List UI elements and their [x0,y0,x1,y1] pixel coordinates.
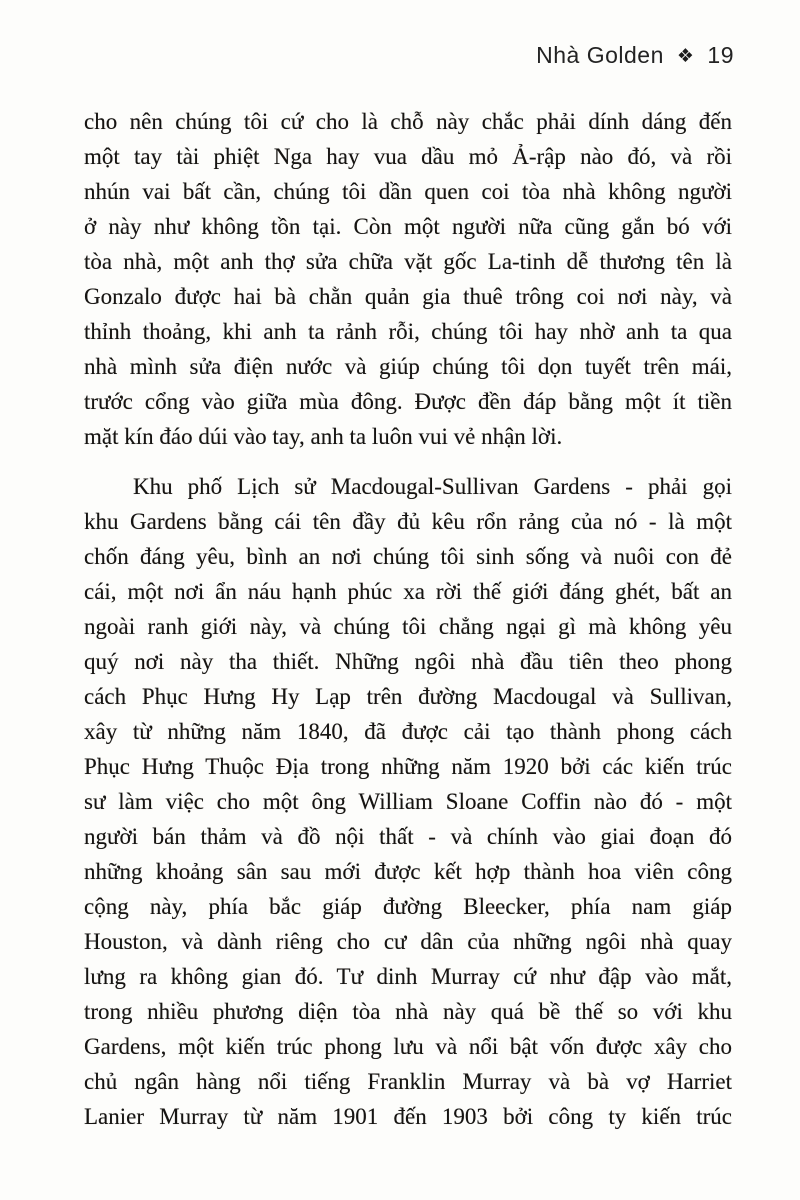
running-header [536,42,734,69]
text-line: những khoảng sân sau mới được kết hợp thành hoa viên công [84,859,732,884]
running-title: Nhà Golden [536,42,664,68]
text-line: Lanier Murray từ năm 1901 đến 1903 bởi công ty kiến trúc [84,1104,732,1129]
page-body [84,104,732,1134]
text-line: một tay tài phiệt Nga hay vua dầu mỏ Ả-rập nào đó, và rồi [84,144,732,169]
text-line: xây từ những năm 1840, đã được cải tạo thành phong cách [84,719,732,744]
text-line: người bán thảm và đồ nội thất - và chính vào giai đoạn đó [84,824,732,849]
text-line: Houston, và dành riêng cho cư dân của những ngôi nhà quay [84,929,732,954]
text-line: lưng ra không gian đó. Tư dinh Murray cứ như đập vào mắt, [84,964,732,989]
text-line: cách Phục Hưng Hy Lạp trên đường Macdougal và Sullivan, [84,684,732,709]
text-line: trong nhiều phương diện tòa nhà này quá bề thế so với khu [84,999,732,1024]
text-line: mặt kín đáo dúi vào tay, anh ta luôn vui vẻ nhận lời. [84,424,563,449]
text-line: cho nên chúng tôi cứ cho là chỗ này chắc phải dính dáng đến [84,109,732,134]
text-line: Gardens, một kiến trúc phong lưu và nổi bật vốn được xây cho [84,1034,732,1059]
paragraph [84,469,732,1134]
text-line: chủ ngân hàng nổi tiếng Franklin Murray và bà vợ Harriet [84,1069,732,1094]
text-line: Khu phố Lịch sử Macdougal-Sullivan Gardens - phải gọi [133,474,732,499]
text-line: khu Gardens bằng cái tên đầy đủ kêu rổn rảng của nó - là một [84,509,732,534]
text-line: nhún vai bất cần, chúng tôi dần quen coi tòa nhà không người [84,179,732,204]
ornament-diamond-icon: ❖ [676,45,695,67]
text-line: chốn đáng yêu, bình an nơi chúng tôi sinh sống và nuôi con đẻ [84,544,732,569]
text-line: cộng này, phía bắc giáp đường Bleecker, phía nam giáp [84,894,732,919]
text-line: quý nơi này tha thiết. Những ngôi nhà đầu tiên theo phong [84,649,732,674]
paragraph [84,104,732,454]
page-number: 19 [707,42,734,68]
text-line: tòa nhà, một anh thợ sửa chữa vặt gốc La-tinh dễ thương tên là [84,249,732,274]
text-line: trước cổng vào giữa mùa đông. Được đền đáp bằng một ít tiền [84,389,732,414]
text-line: nhà mình sửa điện nước và giúp chúng tôi dọn tuyết trên mái, [84,354,732,379]
text-line: thỉnh thoảng, khi anh ta rảnh rỗi, chúng tôi hay nhờ anh ta qua [84,319,732,344]
text-line: cái, một nơi ẩn náu hạnh phúc xa rời thế giới đáng ghét, bất an [84,579,732,604]
text-line: sư làm việc cho một ông William Sloane Coffin nào đó - một [84,789,732,814]
text-line: Phục Hưng Thuộc Địa trong những năm 1920 bởi các kiến trúc [84,754,732,779]
text-line: Gonzalo được hai bà chằn quản gia thuê trông coi nơi này, và [84,284,732,309]
text-line: ngoài ranh giới này, và chúng tôi chẳng ngại gì mà không yêu [84,614,732,639]
text-line: ở này như không tồn tại. Còn một người nữa cũng gắn bó với [84,214,732,239]
